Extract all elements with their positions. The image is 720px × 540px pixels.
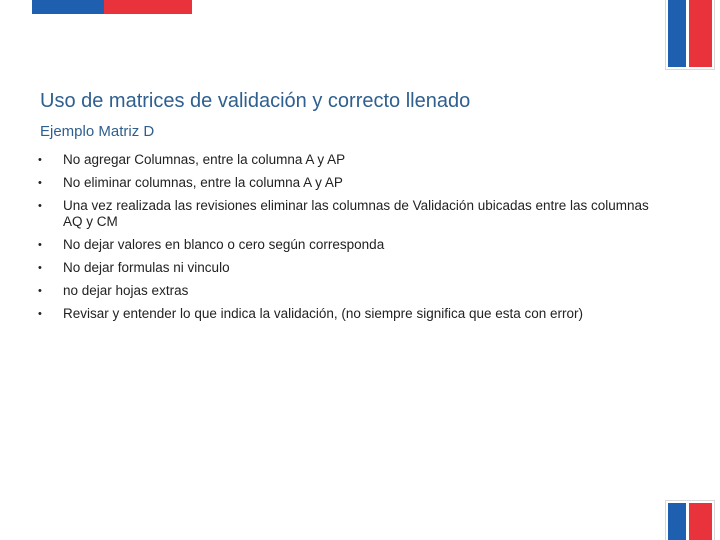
top-bar-red xyxy=(104,0,192,14)
bullet-list xyxy=(40,152,650,329)
bullet-item: • No dejar formulas ni vinculo xyxy=(40,260,650,276)
slide-subtitle: Ejemplo Matriz D xyxy=(40,123,155,140)
top-color-bar xyxy=(32,0,192,14)
bullet-item: • Revisar y entender lo que indica la validación, (no siempre significa que esta con error) xyxy=(40,306,650,322)
bullet-item: • Una vez realizada las revisiones eliminar las columnas de Validación ubicadas entre las columnas AQ y CM xyxy=(40,198,650,230)
bullet-item: • No agregar Columnas, entre la columna A y AP xyxy=(40,152,650,168)
bullet-item: • No eliminar columnas, entre la columna A y AP xyxy=(40,175,650,191)
flag-logo-top xyxy=(665,0,715,70)
bullet-item: • No dejar valores en blanco o cero según corresponda xyxy=(40,237,650,253)
slide-title: Uso de matrices de validación y correcto llenado xyxy=(40,90,471,112)
flag-logo-bottom xyxy=(665,500,715,540)
bullet-item: • no dejar hojas extras xyxy=(40,283,650,299)
top-bar-blue xyxy=(32,0,104,14)
